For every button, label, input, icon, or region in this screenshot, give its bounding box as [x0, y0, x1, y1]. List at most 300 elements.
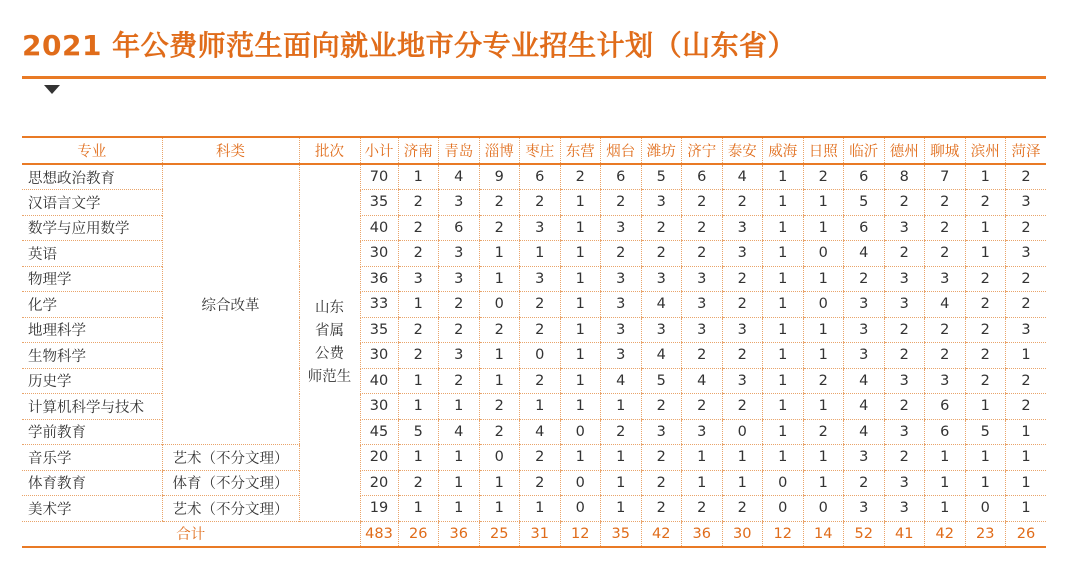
total-value-cell: 41 [884, 521, 925, 547]
value-cell: 1 [398, 445, 439, 471]
value-cell: 6 [601, 164, 642, 190]
value-cell: 3 [601, 266, 642, 292]
value-cell: 1 [763, 445, 804, 471]
value-cell: 2 [884, 190, 925, 216]
value-cell: 1 [601, 394, 642, 420]
value-cell: 1 [1006, 470, 1047, 496]
value-cell: 1 [560, 241, 601, 267]
value-cell: 1 [560, 343, 601, 369]
value-cell: 3 [844, 343, 885, 369]
value-cell: 3 [722, 215, 763, 241]
value-cell: 3 [641, 266, 682, 292]
title-divider [22, 76, 1046, 79]
value-cell: 2 [884, 317, 925, 343]
value-cell: 5 [398, 419, 439, 445]
value-cell: 3 [884, 266, 925, 292]
value-cell: 36 [360, 266, 398, 292]
table-header-row [22, 137, 1046, 164]
category-cell: 艺术（不分文理） [162, 496, 299, 522]
value-cell: 70 [360, 164, 398, 190]
value-cell: 33 [360, 292, 398, 318]
value-cell: 1 [803, 190, 844, 216]
value-cell: 1 [763, 292, 804, 318]
value-cell: 2 [520, 368, 561, 394]
value-cell: 2 [1006, 368, 1047, 394]
value-cell: 2 [601, 190, 642, 216]
value-cell: 1 [763, 241, 804, 267]
value-cell: 0 [560, 496, 601, 522]
value-cell: 1 [925, 470, 966, 496]
column-header: 聊城 [925, 137, 966, 164]
value-cell: 2 [682, 190, 723, 216]
table-row [22, 496, 1046, 522]
value-cell: 2 [601, 419, 642, 445]
major-cell: 化学 [22, 292, 162, 318]
value-cell: 2 [520, 470, 561, 496]
batch-line: 山东 [315, 299, 344, 316]
total-value-cell: 14 [803, 521, 844, 547]
total-value-cell: 52 [844, 521, 885, 547]
value-cell: 2 [398, 241, 439, 267]
value-cell: 6 [520, 164, 561, 190]
value-cell: 1 [763, 190, 804, 216]
value-cell: 2 [925, 215, 966, 241]
value-cell: 0 [965, 496, 1006, 522]
value-cell: 4 [641, 292, 682, 318]
value-cell: 3 [641, 190, 682, 216]
value-cell: 2 [641, 470, 682, 496]
column-header: 威海 [763, 137, 804, 164]
value-cell: 1 [560, 317, 601, 343]
value-cell: 4 [844, 394, 885, 420]
value-cell: 2 [722, 292, 763, 318]
value-cell: 3 [398, 266, 439, 292]
total-value-cell: 42 [641, 521, 682, 547]
value-cell: 1 [803, 343, 844, 369]
value-cell: 2 [560, 164, 601, 190]
value-cell: 2 [925, 190, 966, 216]
major-cell: 英语 [22, 241, 162, 267]
value-cell: 2 [722, 190, 763, 216]
value-cell: 2 [398, 215, 439, 241]
value-cell: 1 [763, 343, 804, 369]
value-cell: 1 [398, 394, 439, 420]
value-cell: 2 [682, 215, 723, 241]
value-cell: 3 [601, 292, 642, 318]
value-cell: 1 [763, 266, 804, 292]
value-cell: 2 [398, 190, 439, 216]
column-header: 小计 [360, 137, 398, 164]
value-cell: 3 [844, 292, 885, 318]
value-cell: 3 [844, 496, 885, 522]
column-header: 科类 [162, 137, 299, 164]
total-value-cell: 26 [1006, 521, 1047, 547]
value-cell: 30 [360, 394, 398, 420]
value-cell: 3 [601, 317, 642, 343]
value-cell: 2 [439, 292, 480, 318]
column-header: 专业 [22, 137, 162, 164]
major-cell: 美术学 [22, 496, 162, 522]
enrollment-plan-table [22, 136, 1046, 548]
value-cell: 1 [803, 470, 844, 496]
value-cell: 3 [925, 368, 966, 394]
value-cell: 3 [520, 266, 561, 292]
value-cell: 1 [560, 215, 601, 241]
value-cell: 1 [601, 470, 642, 496]
value-cell: 1 [398, 368, 439, 394]
value-cell: 2 [479, 190, 520, 216]
value-cell: 4 [844, 368, 885, 394]
column-header: 济宁 [682, 137, 723, 164]
value-cell: 40 [360, 215, 398, 241]
value-cell: 3 [601, 215, 642, 241]
value-cell: 2 [925, 317, 966, 343]
value-cell: 2 [844, 470, 885, 496]
value-cell: 0 [763, 470, 804, 496]
value-cell: 3 [925, 266, 966, 292]
value-cell: 2 [520, 445, 561, 471]
value-cell: 3 [439, 343, 480, 369]
column-header: 青岛 [439, 137, 480, 164]
value-cell: 2 [641, 241, 682, 267]
value-cell: 2 [965, 317, 1006, 343]
value-cell: 1 [520, 394, 561, 420]
value-cell: 1 [601, 445, 642, 471]
value-cell: 2 [722, 394, 763, 420]
value-cell: 2 [398, 343, 439, 369]
major-cell: 思想政治教育 [22, 164, 162, 190]
value-cell: 1 [398, 496, 439, 522]
batch-line: 省属 [315, 322, 344, 339]
major-cell: 生物科学 [22, 343, 162, 369]
value-cell: 1 [398, 164, 439, 190]
value-cell: 35 [360, 317, 398, 343]
value-cell: 2 [479, 394, 520, 420]
value-cell: 1 [722, 470, 763, 496]
column-header: 德州 [884, 137, 925, 164]
total-value-cell: 25 [479, 521, 520, 547]
value-cell: 2 [601, 241, 642, 267]
major-cell: 学前教育 [22, 419, 162, 445]
value-cell: 0 [803, 292, 844, 318]
column-header: 潍坊 [641, 137, 682, 164]
value-cell: 5 [844, 190, 885, 216]
column-header: 菏泽 [1006, 137, 1047, 164]
value-cell: 2 [884, 445, 925, 471]
batch-line: 师范生 [307, 368, 352, 385]
value-cell: 2 [965, 266, 1006, 292]
value-cell: 3 [844, 445, 885, 471]
major-cell: 历史学 [22, 368, 162, 394]
value-cell: 0 [560, 419, 601, 445]
value-cell: 3 [439, 241, 480, 267]
major-cell: 音乐学 [22, 445, 162, 471]
value-cell: 3 [601, 343, 642, 369]
value-cell: 1 [965, 445, 1006, 471]
total-value-cell: 23 [965, 521, 1006, 547]
value-cell: 1 [520, 241, 561, 267]
value-cell: 35 [360, 190, 398, 216]
value-cell: 1 [722, 445, 763, 471]
value-cell: 1 [1006, 445, 1047, 471]
value-cell: 2 [884, 394, 925, 420]
major-cell: 地理科学 [22, 317, 162, 343]
value-cell: 6 [925, 394, 966, 420]
value-cell: 4 [682, 368, 723, 394]
column-header: 批次 [299, 137, 360, 164]
value-cell: 2 [803, 419, 844, 445]
value-cell: 1 [763, 419, 804, 445]
value-cell: 20 [360, 445, 398, 471]
batch-line: 公费 [315, 345, 344, 362]
value-cell: 6 [439, 215, 480, 241]
major-cell: 数学与应用数学 [22, 215, 162, 241]
value-cell: 2 [925, 343, 966, 369]
value-cell: 1 [925, 496, 966, 522]
value-cell: 2 [884, 343, 925, 369]
category-cell: 艺术（不分文理） [162, 445, 299, 471]
value-cell: 1 [560, 292, 601, 318]
value-cell: 2 [439, 317, 480, 343]
value-cell: 2 [479, 215, 520, 241]
value-cell: 2 [965, 343, 1006, 369]
value-cell: 6 [925, 419, 966, 445]
value-cell: 1 [965, 470, 1006, 496]
column-header: 烟台 [601, 137, 642, 164]
total-value-cell: 35 [601, 521, 642, 547]
value-cell: 5 [641, 368, 682, 394]
value-cell: 2 [1006, 292, 1047, 318]
total-value-cell: 483 [360, 521, 398, 547]
value-cell: 1 [439, 394, 480, 420]
value-cell: 1 [965, 241, 1006, 267]
total-value-cell: 36 [439, 521, 480, 547]
value-cell: 2 [520, 317, 561, 343]
column-header: 泰安 [722, 137, 763, 164]
value-cell: 30 [360, 241, 398, 267]
value-cell: 2 [479, 419, 520, 445]
value-cell: 5 [965, 419, 1006, 445]
value-cell: 1 [763, 164, 804, 190]
value-cell: 0 [763, 496, 804, 522]
value-cell: 0 [803, 496, 844, 522]
value-cell: 45 [360, 419, 398, 445]
value-cell: 1 [479, 368, 520, 394]
value-cell: 0 [479, 445, 520, 471]
value-cell: 1 [439, 470, 480, 496]
value-cell: 1 [560, 394, 601, 420]
value-cell: 1 [560, 266, 601, 292]
value-cell: 3 [1006, 317, 1047, 343]
column-header: 济南 [398, 137, 439, 164]
value-cell: 4 [641, 343, 682, 369]
column-header: 东营 [560, 137, 601, 164]
total-value-cell: 31 [520, 521, 561, 547]
major-cell: 汉语言文学 [22, 190, 162, 216]
value-cell: 3 [1006, 241, 1047, 267]
triangle-down-icon [44, 85, 60, 94]
value-cell: 1 [965, 215, 1006, 241]
value-cell: 2 [682, 394, 723, 420]
value-cell: 3 [641, 419, 682, 445]
value-cell: 2 [925, 241, 966, 267]
major-cell: 计算机科学与技术 [22, 394, 162, 420]
value-cell: 3 [439, 190, 480, 216]
value-cell: 1 [479, 266, 520, 292]
column-header: 枣庄 [520, 137, 561, 164]
value-cell: 0 [479, 292, 520, 318]
value-cell: 6 [844, 215, 885, 241]
value-cell: 3 [844, 317, 885, 343]
value-cell: 1 [560, 368, 601, 394]
value-cell: 6 [844, 164, 885, 190]
value-cell: 1 [479, 496, 520, 522]
value-cell: 2 [439, 368, 480, 394]
value-cell: 4 [722, 164, 763, 190]
value-cell: 1 [398, 292, 439, 318]
value-cell: 1 [803, 317, 844, 343]
value-cell: 4 [844, 241, 885, 267]
value-cell: 2 [641, 445, 682, 471]
value-cell: 3 [884, 419, 925, 445]
value-cell: 40 [360, 368, 398, 394]
value-cell: 1 [965, 164, 1006, 190]
value-cell: 1 [439, 496, 480, 522]
total-label: 合计 [22, 521, 360, 547]
value-cell: 0 [560, 470, 601, 496]
value-cell: 2 [1006, 394, 1047, 420]
total-row [22, 521, 1046, 547]
value-cell: 2 [520, 190, 561, 216]
value-cell: 2 [682, 496, 723, 522]
value-cell: 4 [439, 419, 480, 445]
value-cell: 3 [884, 368, 925, 394]
value-cell: 0 [722, 419, 763, 445]
value-cell: 4 [520, 419, 561, 445]
value-cell: 3 [884, 470, 925, 496]
value-cell: 3 [641, 317, 682, 343]
value-cell: 1 [479, 343, 520, 369]
value-cell: 1 [560, 445, 601, 471]
value-cell: 3 [682, 266, 723, 292]
value-cell: 1 [1006, 496, 1047, 522]
value-cell: 2 [398, 470, 439, 496]
category-cell: 体育（不分文理） [162, 470, 299, 496]
value-cell: 2 [682, 241, 723, 267]
major-cell: 体育教育 [22, 470, 162, 496]
value-cell: 2 [722, 266, 763, 292]
value-cell: 1 [439, 445, 480, 471]
value-cell: 2 [884, 241, 925, 267]
value-cell: 1 [601, 496, 642, 522]
value-cell: 1 [925, 445, 966, 471]
value-cell: 3 [520, 215, 561, 241]
value-cell: 3 [884, 496, 925, 522]
value-cell: 3 [722, 317, 763, 343]
value-cell: 1 [682, 470, 723, 496]
table-row [22, 164, 1046, 190]
value-cell: 2 [965, 368, 1006, 394]
value-cell: 4 [439, 164, 480, 190]
total-value-cell: 12 [560, 521, 601, 547]
table-row [22, 470, 1046, 496]
value-cell: 4 [601, 368, 642, 394]
value-cell: 2 [641, 496, 682, 522]
column-header: 滨州 [965, 137, 1006, 164]
value-cell: 2 [1006, 266, 1047, 292]
value-cell: 3 [682, 292, 723, 318]
value-cell: 1 [763, 215, 804, 241]
value-cell: 2 [803, 368, 844, 394]
table-row [22, 445, 1046, 471]
column-header: 临沂 [844, 137, 885, 164]
total-value-cell: 36 [682, 521, 723, 547]
value-cell: 3 [682, 419, 723, 445]
value-cell: 2 [1006, 164, 1047, 190]
value-cell: 6 [682, 164, 723, 190]
value-cell: 1 [803, 266, 844, 292]
value-cell: 3 [722, 368, 763, 394]
value-cell: 1 [560, 190, 601, 216]
value-cell: 2 [722, 496, 763, 522]
value-cell: 20 [360, 470, 398, 496]
value-cell: 2 [641, 215, 682, 241]
value-cell: 1 [803, 215, 844, 241]
value-cell: 2 [803, 164, 844, 190]
value-cell: 3 [682, 317, 723, 343]
total-value-cell: 12 [763, 521, 804, 547]
value-cell: 9 [479, 164, 520, 190]
value-cell: 2 [965, 190, 1006, 216]
value-cell: 1 [763, 317, 804, 343]
value-cell: 2 [479, 317, 520, 343]
value-cell: 1 [965, 394, 1006, 420]
value-cell: 2 [520, 292, 561, 318]
total-value-cell: 42 [925, 521, 966, 547]
value-cell: 19 [360, 496, 398, 522]
value-cell: 1 [803, 445, 844, 471]
value-cell: 0 [803, 241, 844, 267]
value-cell: 1 [1006, 419, 1047, 445]
batch-cell [299, 164, 360, 521]
value-cell: 7 [925, 164, 966, 190]
category-cell: 综合改革 [162, 164, 299, 445]
value-cell: 5 [641, 164, 682, 190]
value-cell: 1 [763, 368, 804, 394]
value-cell: 1 [1006, 343, 1047, 369]
value-cell: 2 [1006, 215, 1047, 241]
column-header: 淄博 [479, 137, 520, 164]
major-cell: 物理学 [22, 266, 162, 292]
value-cell: 1 [520, 496, 561, 522]
value-cell: 3 [722, 241, 763, 267]
value-cell: 8 [884, 164, 925, 190]
value-cell: 3 [884, 292, 925, 318]
value-cell: 1 [803, 394, 844, 420]
value-cell: 2 [398, 317, 439, 343]
value-cell: 1 [763, 394, 804, 420]
total-value-cell: 26 [398, 521, 439, 547]
value-cell: 1 [479, 470, 520, 496]
value-cell: 30 [360, 343, 398, 369]
value-cell: 2 [682, 343, 723, 369]
value-cell: 2 [844, 266, 885, 292]
column-header: 日照 [803, 137, 844, 164]
value-cell: 2 [722, 343, 763, 369]
value-cell: 4 [925, 292, 966, 318]
value-cell: 4 [844, 419, 885, 445]
value-cell: 0 [520, 343, 561, 369]
